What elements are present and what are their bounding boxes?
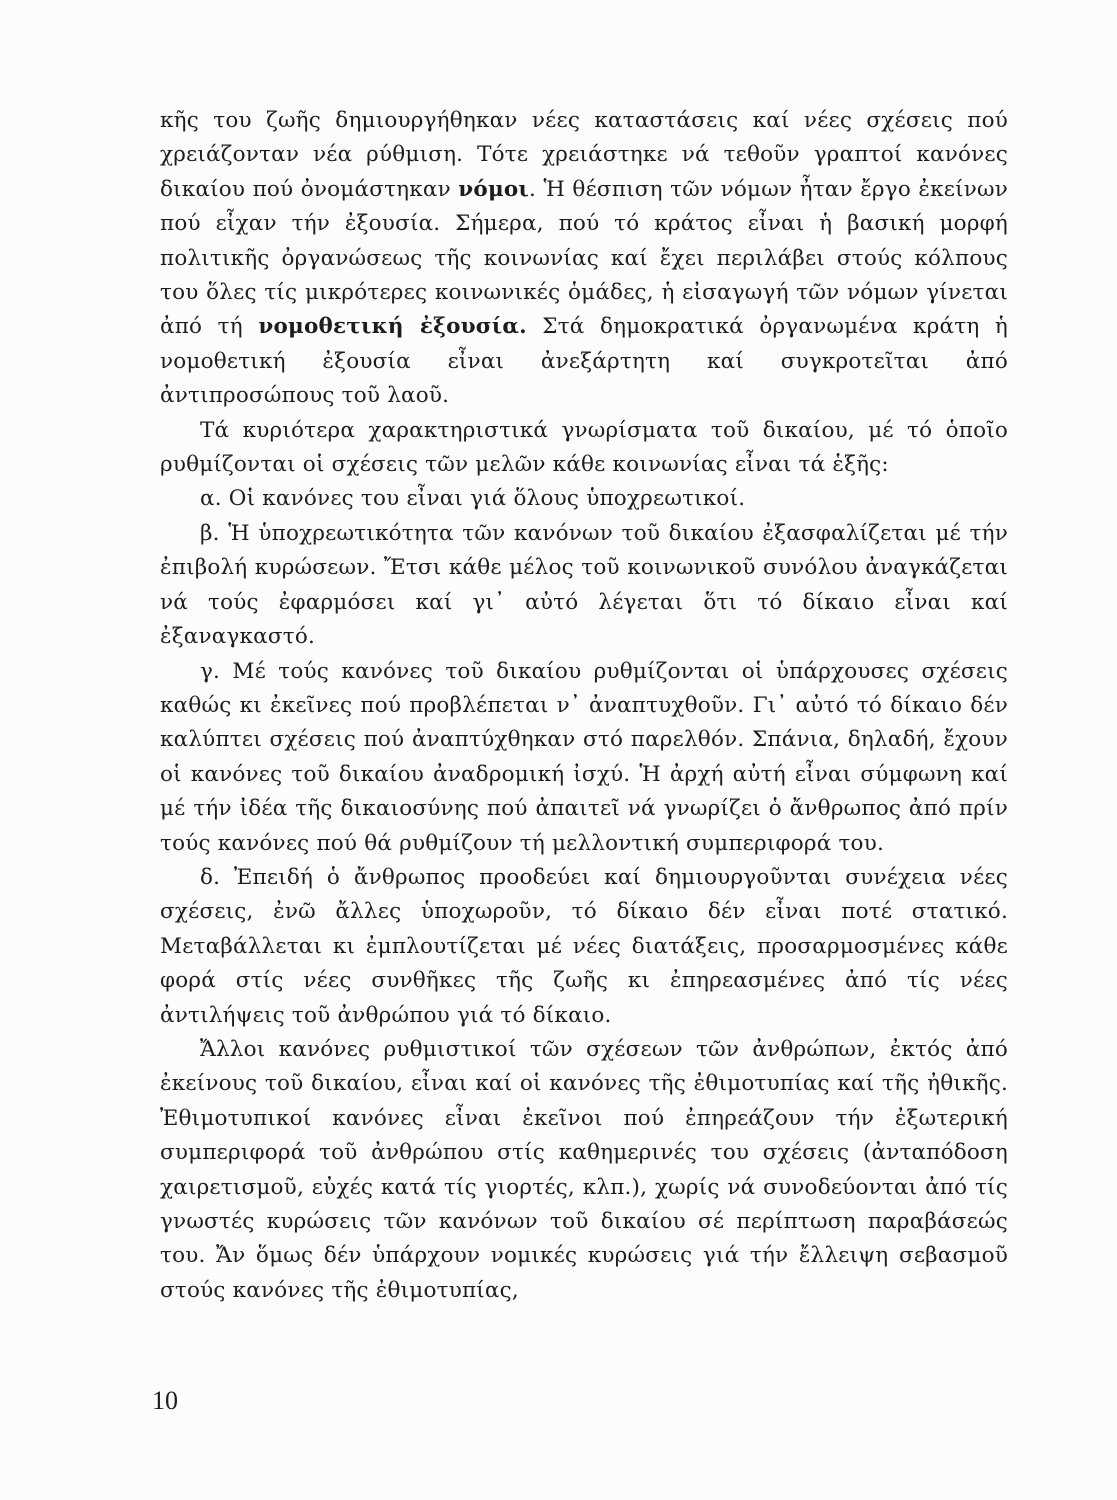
list-item-b: β. Ἡ ὑποχρεωτικότητα τῶν κανόνων τοῦ δικαίου ἐξασφαλίζεται μέ τήν ἐπιβολή κυρώσεων. Ἔτσι κάθε μέλος τοῦ κοινωνικοῦ συνόλου ἀναγκάζεται νά τούς ἐφαρμόσει καί γι᾽ αὐτό λέγεται ὅτι τό δίκαιο εἶναι καί ἐξαναγκαστό. bbox=[160, 520, 1008, 650]
paragraph-2: Τά κυριότερα χαρακτηριστικά γνωρίσματα τοῦ δικαίου, μέ τό ὁποῖο ρυθμίζονται οἱ σχέσεις τῶν μελῶν κάθε κοινωνίας εἶναι τά ἑξῆς: bbox=[160, 417, 1008, 478]
page-number: 10 bbox=[152, 1386, 178, 1415]
bold-term-legislative-power: νομοθετική ἐξουσία. bbox=[258, 314, 527, 340]
list-item-a: α. Οἱ κανόνες του εἶναι γιά ὅλους ὑποχρεωτικοί. bbox=[200, 486, 746, 512]
paragraph-1: κῆς του ζωῆς δημιουργήθηκαν νέες καταστάσεις καί νέες σχέσεις πού χρειάζονταν νέα ρύθμιση. Τότε χρειάστηκε νά τεθοῦν γραπτοί κανόνες δικαίου πού ὀνομάστηκαν νόμοι. Ἡ θέσπιση τῶν νόμων ἦταν ἔργο ἐκείνων πού εἶχαν τήν ἐξουσία. Σήμερα, πού τό κράτος εἶναι ἡ βασική μορφή πολιτικῆς ὀργανώσεως τῆς κοινωνίας καί ἔχει περιλάβει στούς κόλπους του ὅλες τίς μικρότερες κοινωνικές ὁμάδες, ἡ εἰσαγωγή τῶν νόμων γίνεται ἀπό τή νομοθετική ἐξουσία. Στά δημοκρατικά ὀργανωμένα κράτη ἡ νομοθετική ἐξουσία εἶναι ἀνεξάρτητη καί συγκροτεῖται ἀπό ἀντιπροσώπους τοῦ λαοῦ. bbox=[160, 108, 1008, 409]
list-item-d: δ. Ἐπειδή ὁ ἄνθρωπος προοδεύει καί δημιουργοῦνται συνέχεια νέες σχέσεις, ἐνῶ ἄλλες ὑποχωροῦν, τό δίκαιο δέν εἶναι ποτέ στατικό. Μεταβάλλεται κι ἐμπλουτίζεται μέ νέες διατάξεις, προσαρμοσμένες κάθε φορά στίς νέες συνθῆκες τῆς ζωῆς κι ἐπηρεασμένες ἀπό τίς νέες ἀντιλήψεις τοῦ ἀνθρώπου γιά τό δίκαιο. bbox=[160, 864, 1008, 1028]
body-text bbox=[160, 104, 1008, 1308]
bold-term-nomoi: νόμοι bbox=[458, 176, 530, 202]
list-item-c: γ. Μέ τούς κανόνες τοῦ δικαίου ρυθμίζονται οἱ ὑπάρχουσες σχέσεις καθώς κι ἐκεῖνες πού προβλέπεται ν᾽ ἀναπτυχθοῦν. Γι᾽ αὐτό τό δίκαιο δέν καλύπτει σχέσεις πού ἀναπτύχθηκαν στό παρελθόν. Σπάνια, δηλαδή, ἔχουν οἱ κανόνες τοῦ δικαίου ἀναδρομική ἰσχύ. Ἡ ἀρχή αὐτή εἶναι σύμφωνη καί μέ τήν ἰδέα τῆς δικαιοσύνης πού ἀπαιτεῖ νά γνωρίζει ὁ ἄνθρωπος ἀπό πρίν τούς κανόνες πού θά ρυθμίζουν τή μελλοντική συμπεριφορά του. bbox=[160, 658, 1008, 856]
paragraph-7: Ἄλλοι κανόνες ρυθμιστικοί τῶν σχέσεων τῶν ἀνθρώπων, ἐκτός ἀπό ἐκείνους τοῦ δικαίου, εἶναι καί οἱ κανόνες τῆς ἐθιμοτυπίας καί τῆς ἠθικῆς. Ἐθιμοτυπικοί κανόνες εἶναι ἐκεῖνοι πού ἐπηρεάζουν τήν ἐξωτερική συμπεριφορά τοῦ ἀνθρώπου στίς καθημερινές του σχέσεις (ἀνταπόδοση χαιρετισμοῦ, εὐχές κατά τίς γιορτές, κλπ.), χωρίς νά συνοδεύονται ἀπό τίς γνωστές κυρώσεις τῶν κανόνων τοῦ δικαίου σέ περίπτωση παραβάσεώς του. Ἄν ὅμως δέν ὑπάρχουν νομικές κυρώσεις γιά τήν ἔλλειψη σεβασμοῦ στούς κανόνες τῆς ἐθιμοτυπίας, bbox=[160, 1036, 1008, 1303]
